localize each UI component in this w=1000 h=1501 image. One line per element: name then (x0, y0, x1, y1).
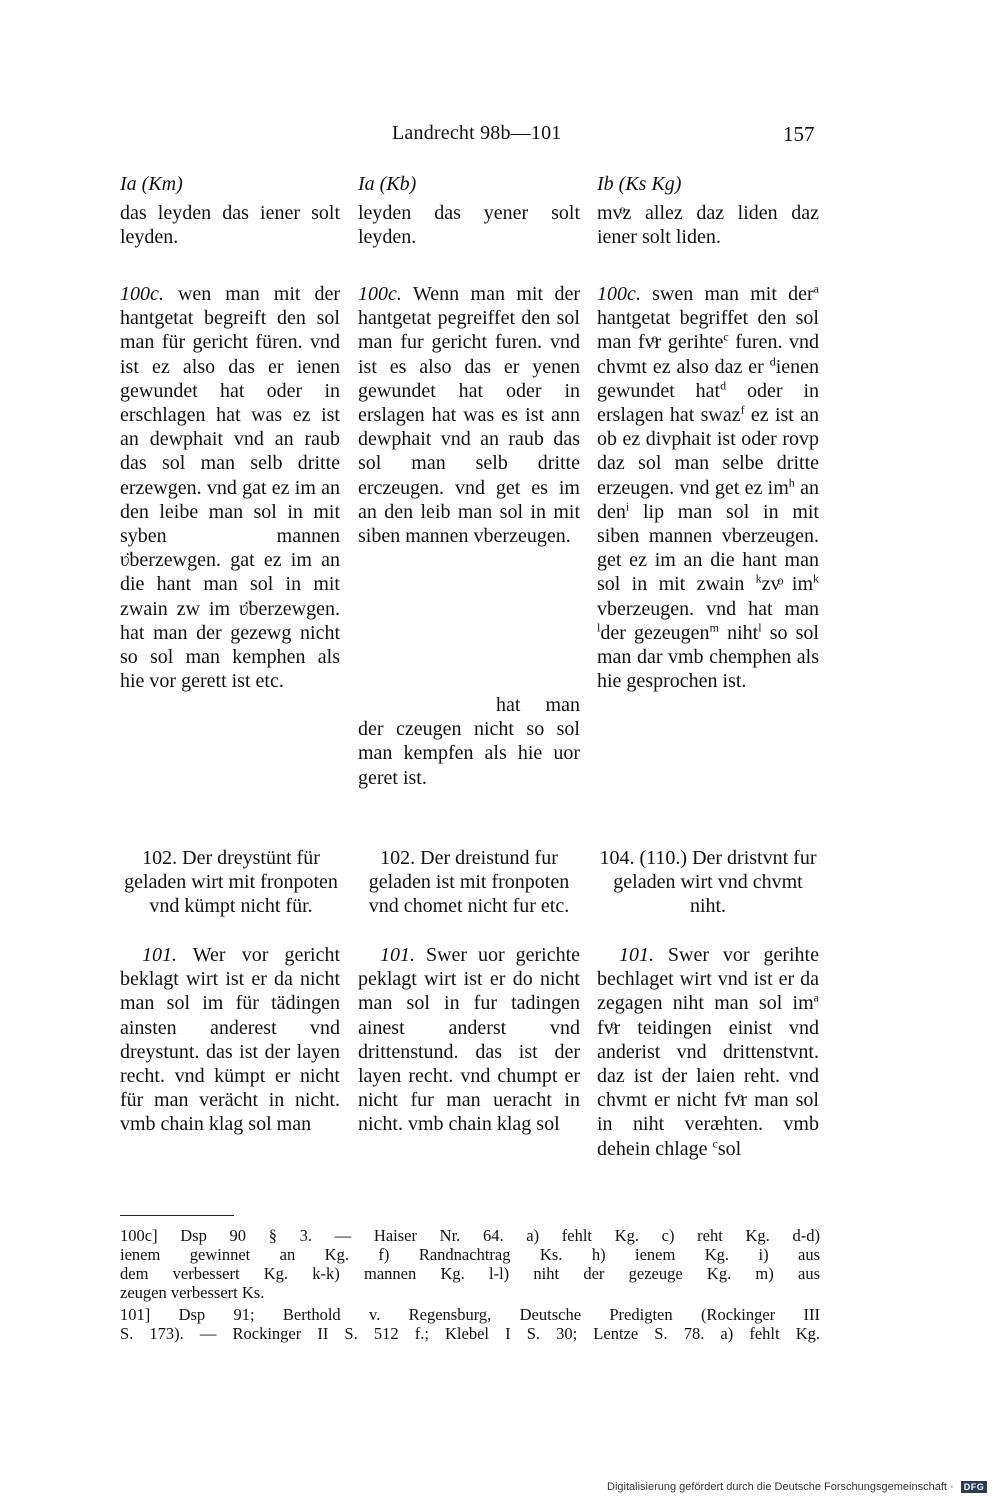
section-text: Swer uor gerichte peklagt wirt ist er do nicht man sol in fur tadingen ainest anderst vnd drittenstund. das ist der layen recht. vnd chumpt er nicht fur man ueracht in nicht. vmb chain klag sol (358, 944, 581, 1136)
column-ks-passage-101: 101. Swer vor gerihte bechlaget wirt vnd ist er da zegagen niht man sol $im^a$ fvͦr teidingen einist vnd anderist vnd drittenstvnt. daz ist der laien reht. vnd chvmt er nicht fvͦr man sol in niht veræhten. vmb dehein chlage $^c$sol (597, 944, 819, 1160)
section-number: 101. (619, 944, 654, 966)
column-siglum-km: Ia (Km) (120, 173, 183, 195)
column-km-passage-99: das leyden das iener solt leyden. (120, 202, 340, 249)
column-kb-passage-99: leyden das yener solt leyden. (358, 202, 580, 249)
section-number: 101. (142, 944, 177, 966)
column-kb-heading-102: 102. Der dreistund fur geladen ist mit fronpoten vnd chomet nicht fur etc. (368, 847, 570, 918)
footnote-line: dem verbessert Kg. k-k) mannen Kg. l-l) niht der gezeuge Kg. m) aus (120, 1264, 820, 1283)
footnote-line: ienem gewinnet an Kg. f) Randnachtrag Ks. h) ienem Kg. i) aus (120, 1245, 820, 1264)
footnote-rule (120, 1215, 234, 1216)
column-km-passage-100c (120, 282, 340, 693)
section-text: wen man mit der hantgetat begreift den sol man für gericht füren. vnd ist ez also das er ienen gewundet hat oder in erschlagen hat was ez ist an dewphait vnd an raub das sol man selb dritte erzewgen. vnd gat ez im an den leibe man sol in mit syben mannen ʋ̈berzewgen. gat ez im an die hant man sol in mit zwain zw im ʋ̈berzewgen. hat man der gezewg nicht so sol man kemphen als hie vor gerett ist etc. (120, 283, 341, 693)
column-ks-passage-99: mvͦz allez daz liden daz iener solt liden. (597, 202, 819, 249)
digitization-credit (607, 1481, 987, 1493)
footnote-line: 101] Dsp 91; Berthold v. Regensburg, Deutsche Predigten (Rockinger III (120, 1305, 820, 1324)
section-text: Wer vor gericht beklagt wirt ist er da nicht man sol im für tädingen ainsten anderest vnd dreystunt. das ist der layen recht. vnd kümpt er nicht für man verächt in nicht. vmb chain klag sol man (120, 944, 341, 1136)
running-head: Landrecht 98b—101 (392, 122, 562, 144)
section-number: 100c. (120, 283, 164, 305)
column-siglum-ks-kg: Ib (Ks Kg) (597, 173, 682, 195)
page-number: 157 (783, 122, 815, 146)
column-kb-passage-101 (358, 943, 580, 1137)
section-text: Wenn man mit der hantgetat pegreiffet den sol man fur gericht furen. vnd ist es also das er yenen gewundet hat oder in erslagen hat was es ist ann dewphait vnd an raub das sol man selb dritte erczeugen. vnd get es im an den leib man sol in mit siben mannen vberzeugen. (358, 283, 580, 548)
column-ks-heading-104: 104. (110.) Der dristvnt fur geladen wirt vnd chvmt niht. (599, 847, 817, 918)
column-kb-passage-100c-end: hat man der czeugen nicht so sol man kempfen als hie uor geret ist. (358, 694, 580, 789)
column-ks-passage-100c: 100c. swen man mit der$^a$ hantgetat begriffet den sol man fvͦr gerihte$^c$ furen. vnd chvmt ez also daz er $^d$ienen gewundet hat$^d$ oder in erslagen hat swaz$^f$ ez ist an ob ez divphait ist oder rovp daz sol man selbe dritte erzeugen. vnd get ez $im^h$ an den$^i$ lip man sol in mit siben mannen vberzeugen. get ez im an die hant man sol in mit zwain $^k$zvͦ $im^k$ vberzeugen. vnd hat man $^l$der gezeugen$^m$ niht$^l$ so sol man dar vmb chemphen als hie gesprochen ist. (597, 281, 820, 693)
dfg-logo: DFG (961, 1481, 988, 1493)
column-siglum-kb: Ia (Kb) (358, 173, 417, 195)
section-number: 101. (380, 944, 415, 966)
section-number: 100c. (358, 283, 402, 305)
credit-text: Digitalisierung gefördert durch die Deutsche Forschungsgemeinschaft · (607, 1481, 954, 1493)
column-km-passage-101 (120, 943, 340, 1137)
section-number: 100c. (597, 283, 641, 305)
column-kb-passage-100c (358, 282, 580, 548)
footnote-line: 100c] Dsp 90 § 3. — Haiser Nr. 64. a) fehlt Kg. c) reht Kg. d-d) (120, 1226, 820, 1245)
footnote-line: zeugen verbessert Ks. (120, 1283, 265, 1302)
footnote-line: S. 173). — Rockinger II S. 512 f.; Klebel I S. 30; Lentze S. 78. a) fehlt Kg. (120, 1324, 820, 1343)
column-km-heading-102: 102. Der dreystünt für geladen wirt mit fronpoten vnd kümpt nicht für. (124, 847, 338, 918)
